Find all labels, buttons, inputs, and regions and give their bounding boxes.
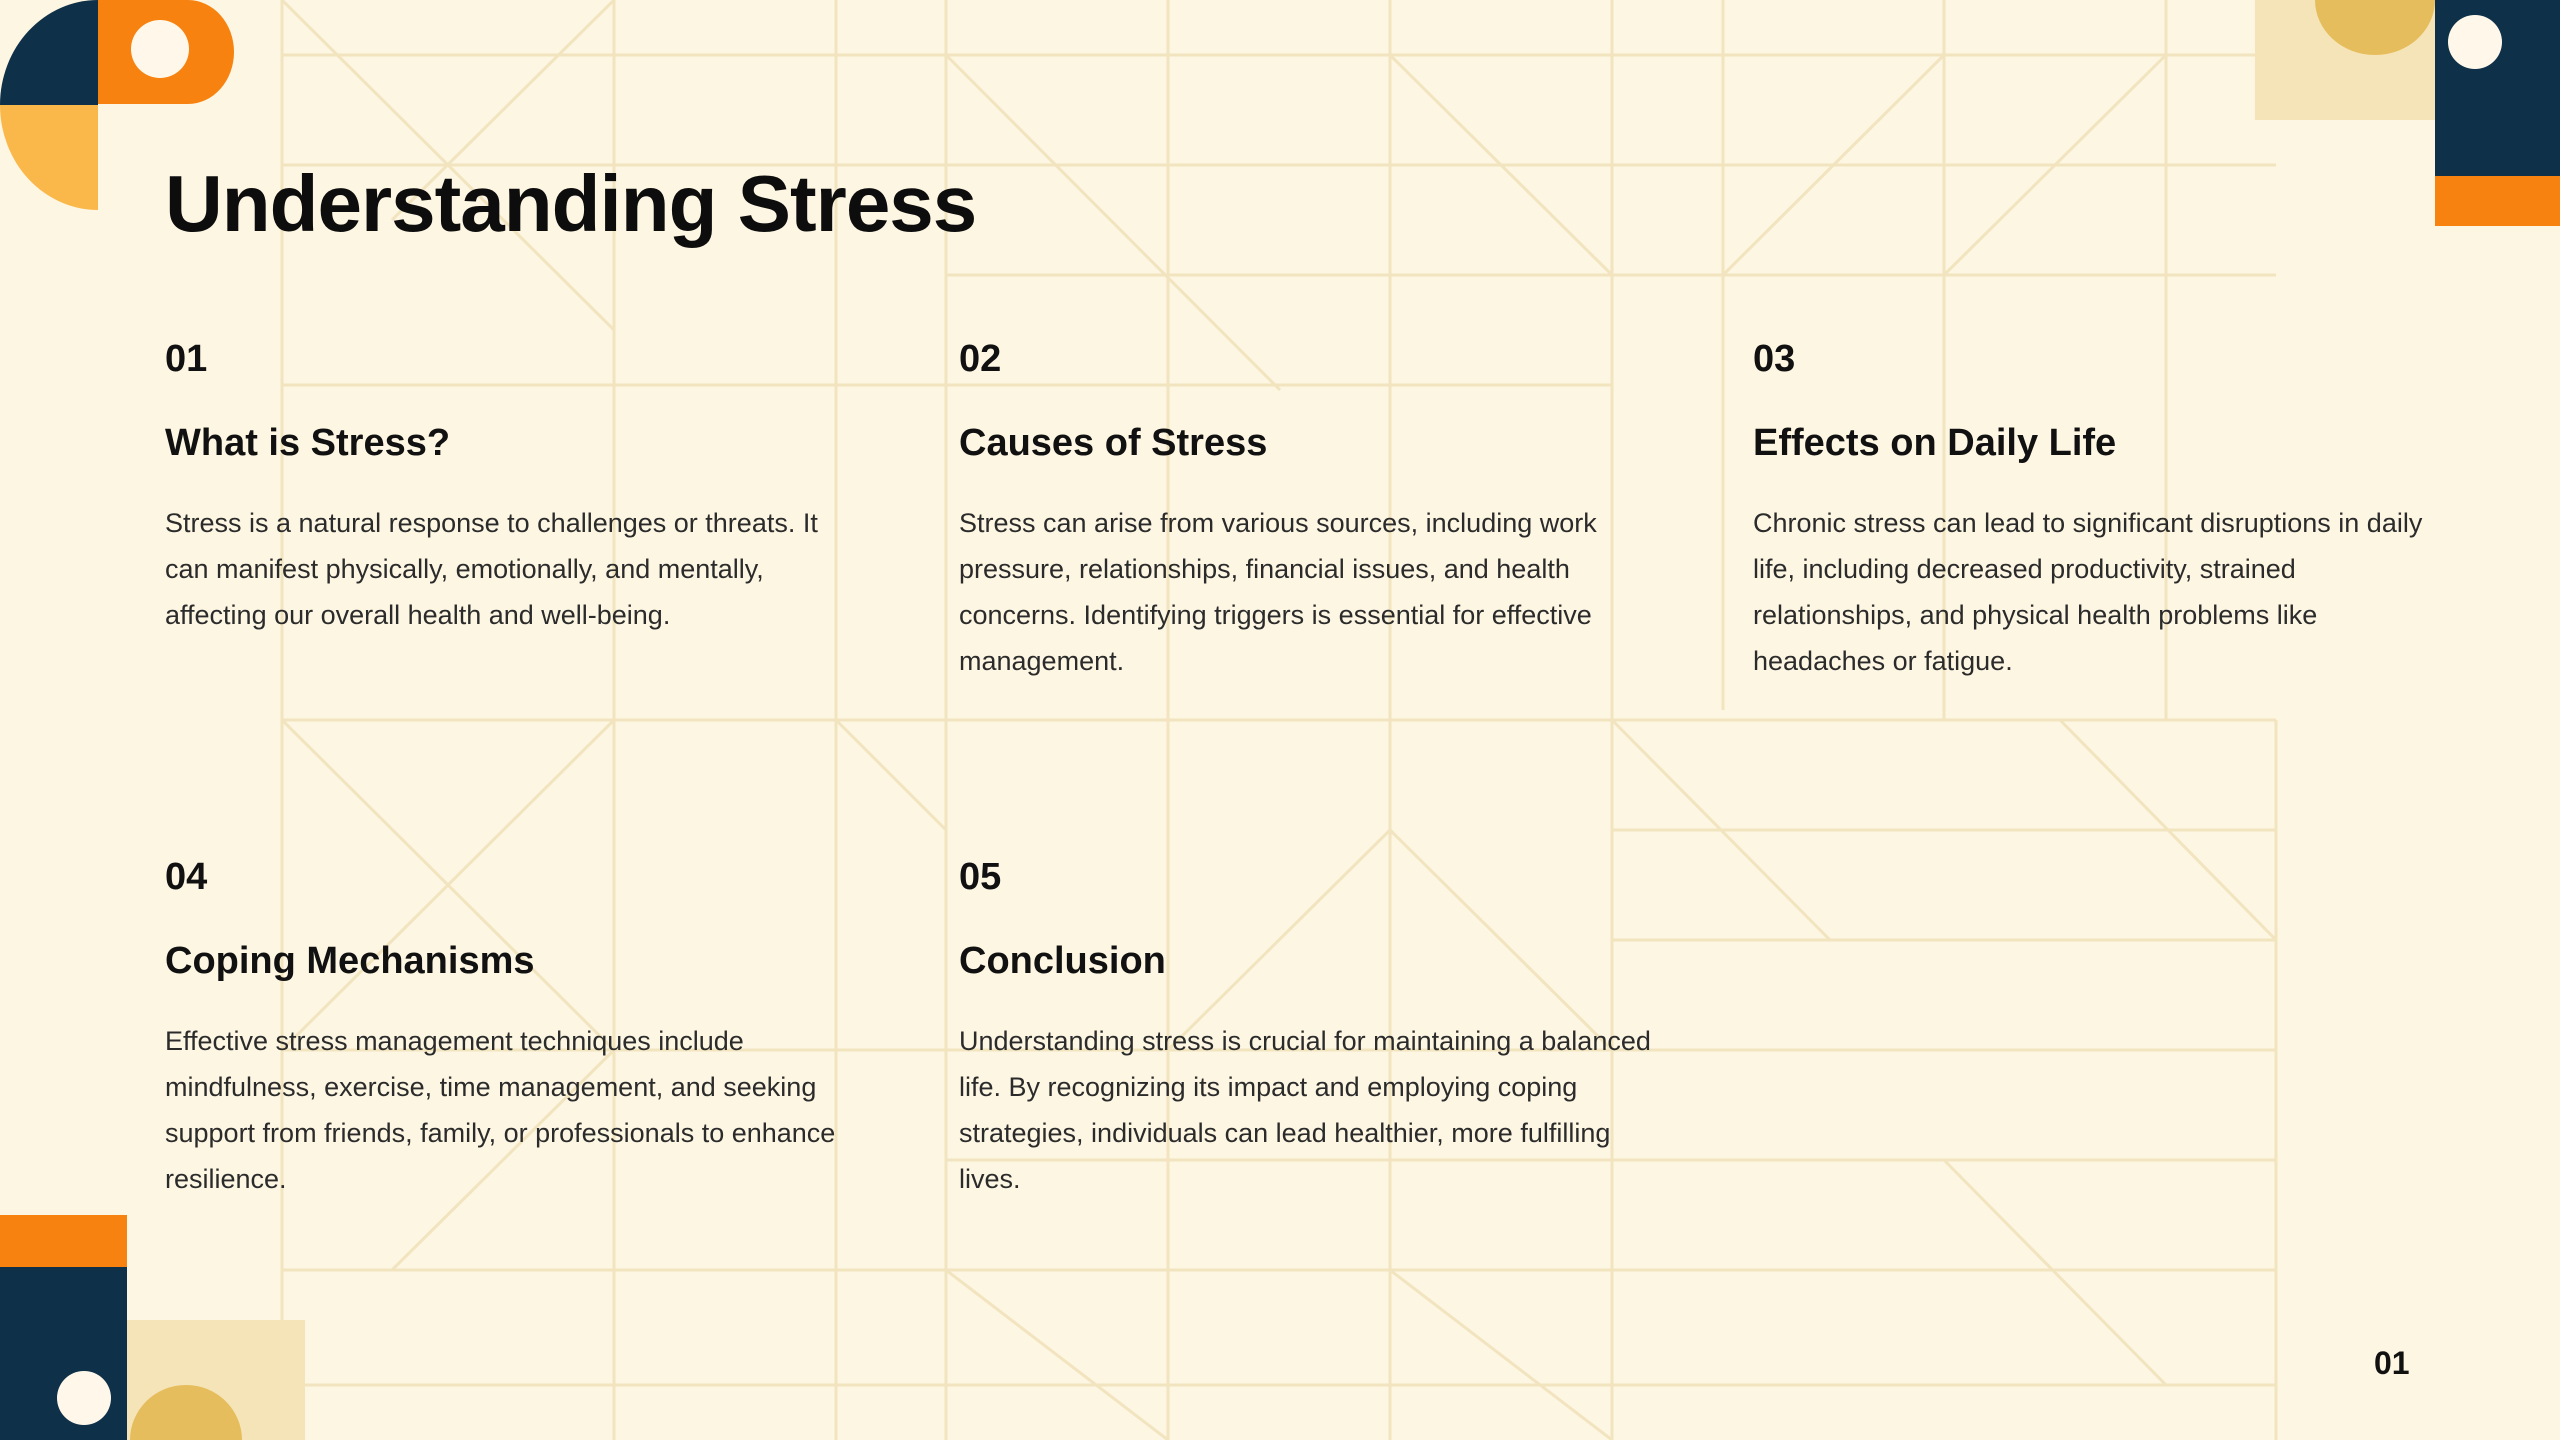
card-number: 03	[1753, 338, 1796, 380]
card-heading: Conclusion	[959, 940, 1166, 982]
card-coping-mechanisms	[165, 858, 865, 1202]
card-body: Understanding stress is crucial for maintaining a balanced life. By recognizing its impact and employing coping strategies, individuals can lead healthier, more fulfilling lives.	[959, 1026, 1651, 1194]
card-body: Effective stress management techniques include mindfulness, exercise, time management, and seeking support from friends, family, or professionals to enhance resilience.	[165, 1026, 836, 1194]
card-body: Chronic stress can lead to significant disruptions in daily life, including decreased productivity, strained relationships, and physical health problems like headaches or fatigue.	[1753, 508, 2423, 676]
slide-title: Understanding Stress	[165, 159, 977, 248]
bottom-left-decoration	[0, 1215, 310, 1440]
page-number: 01	[2374, 1345, 2410, 1381]
card-heading: Causes of Stress	[959, 422, 1268, 464]
card-what-is-stress	[165, 340, 865, 638]
card-causes-of-stress	[959, 340, 1659, 684]
card-number: 04	[165, 856, 208, 898]
card-effects-on-daily-life	[1753, 340, 2453, 684]
card-number: 02	[959, 338, 1002, 380]
card-heading: Effects on Daily Life	[1753, 422, 2117, 464]
card-heading: What is Stress?	[165, 422, 451, 464]
card-heading: Coping Mechanisms	[165, 940, 535, 982]
card-number: 05	[959, 856, 1002, 898]
card-conclusion	[959, 858, 1659, 1202]
top-right-decoration	[2255, 0, 2560, 230]
card-number: 01	[165, 338, 208, 380]
card-body: Stress is a natural response to challenges or threats. It can manifest physically, emotionally, and mentally, affecting our overall health and well-being.	[165, 508, 818, 630]
card-body: Stress can arise from various sources, including work pressure, relationships, financial issues, and health concerns. Identifying triggers is essential for effective management.	[959, 508, 1597, 676]
